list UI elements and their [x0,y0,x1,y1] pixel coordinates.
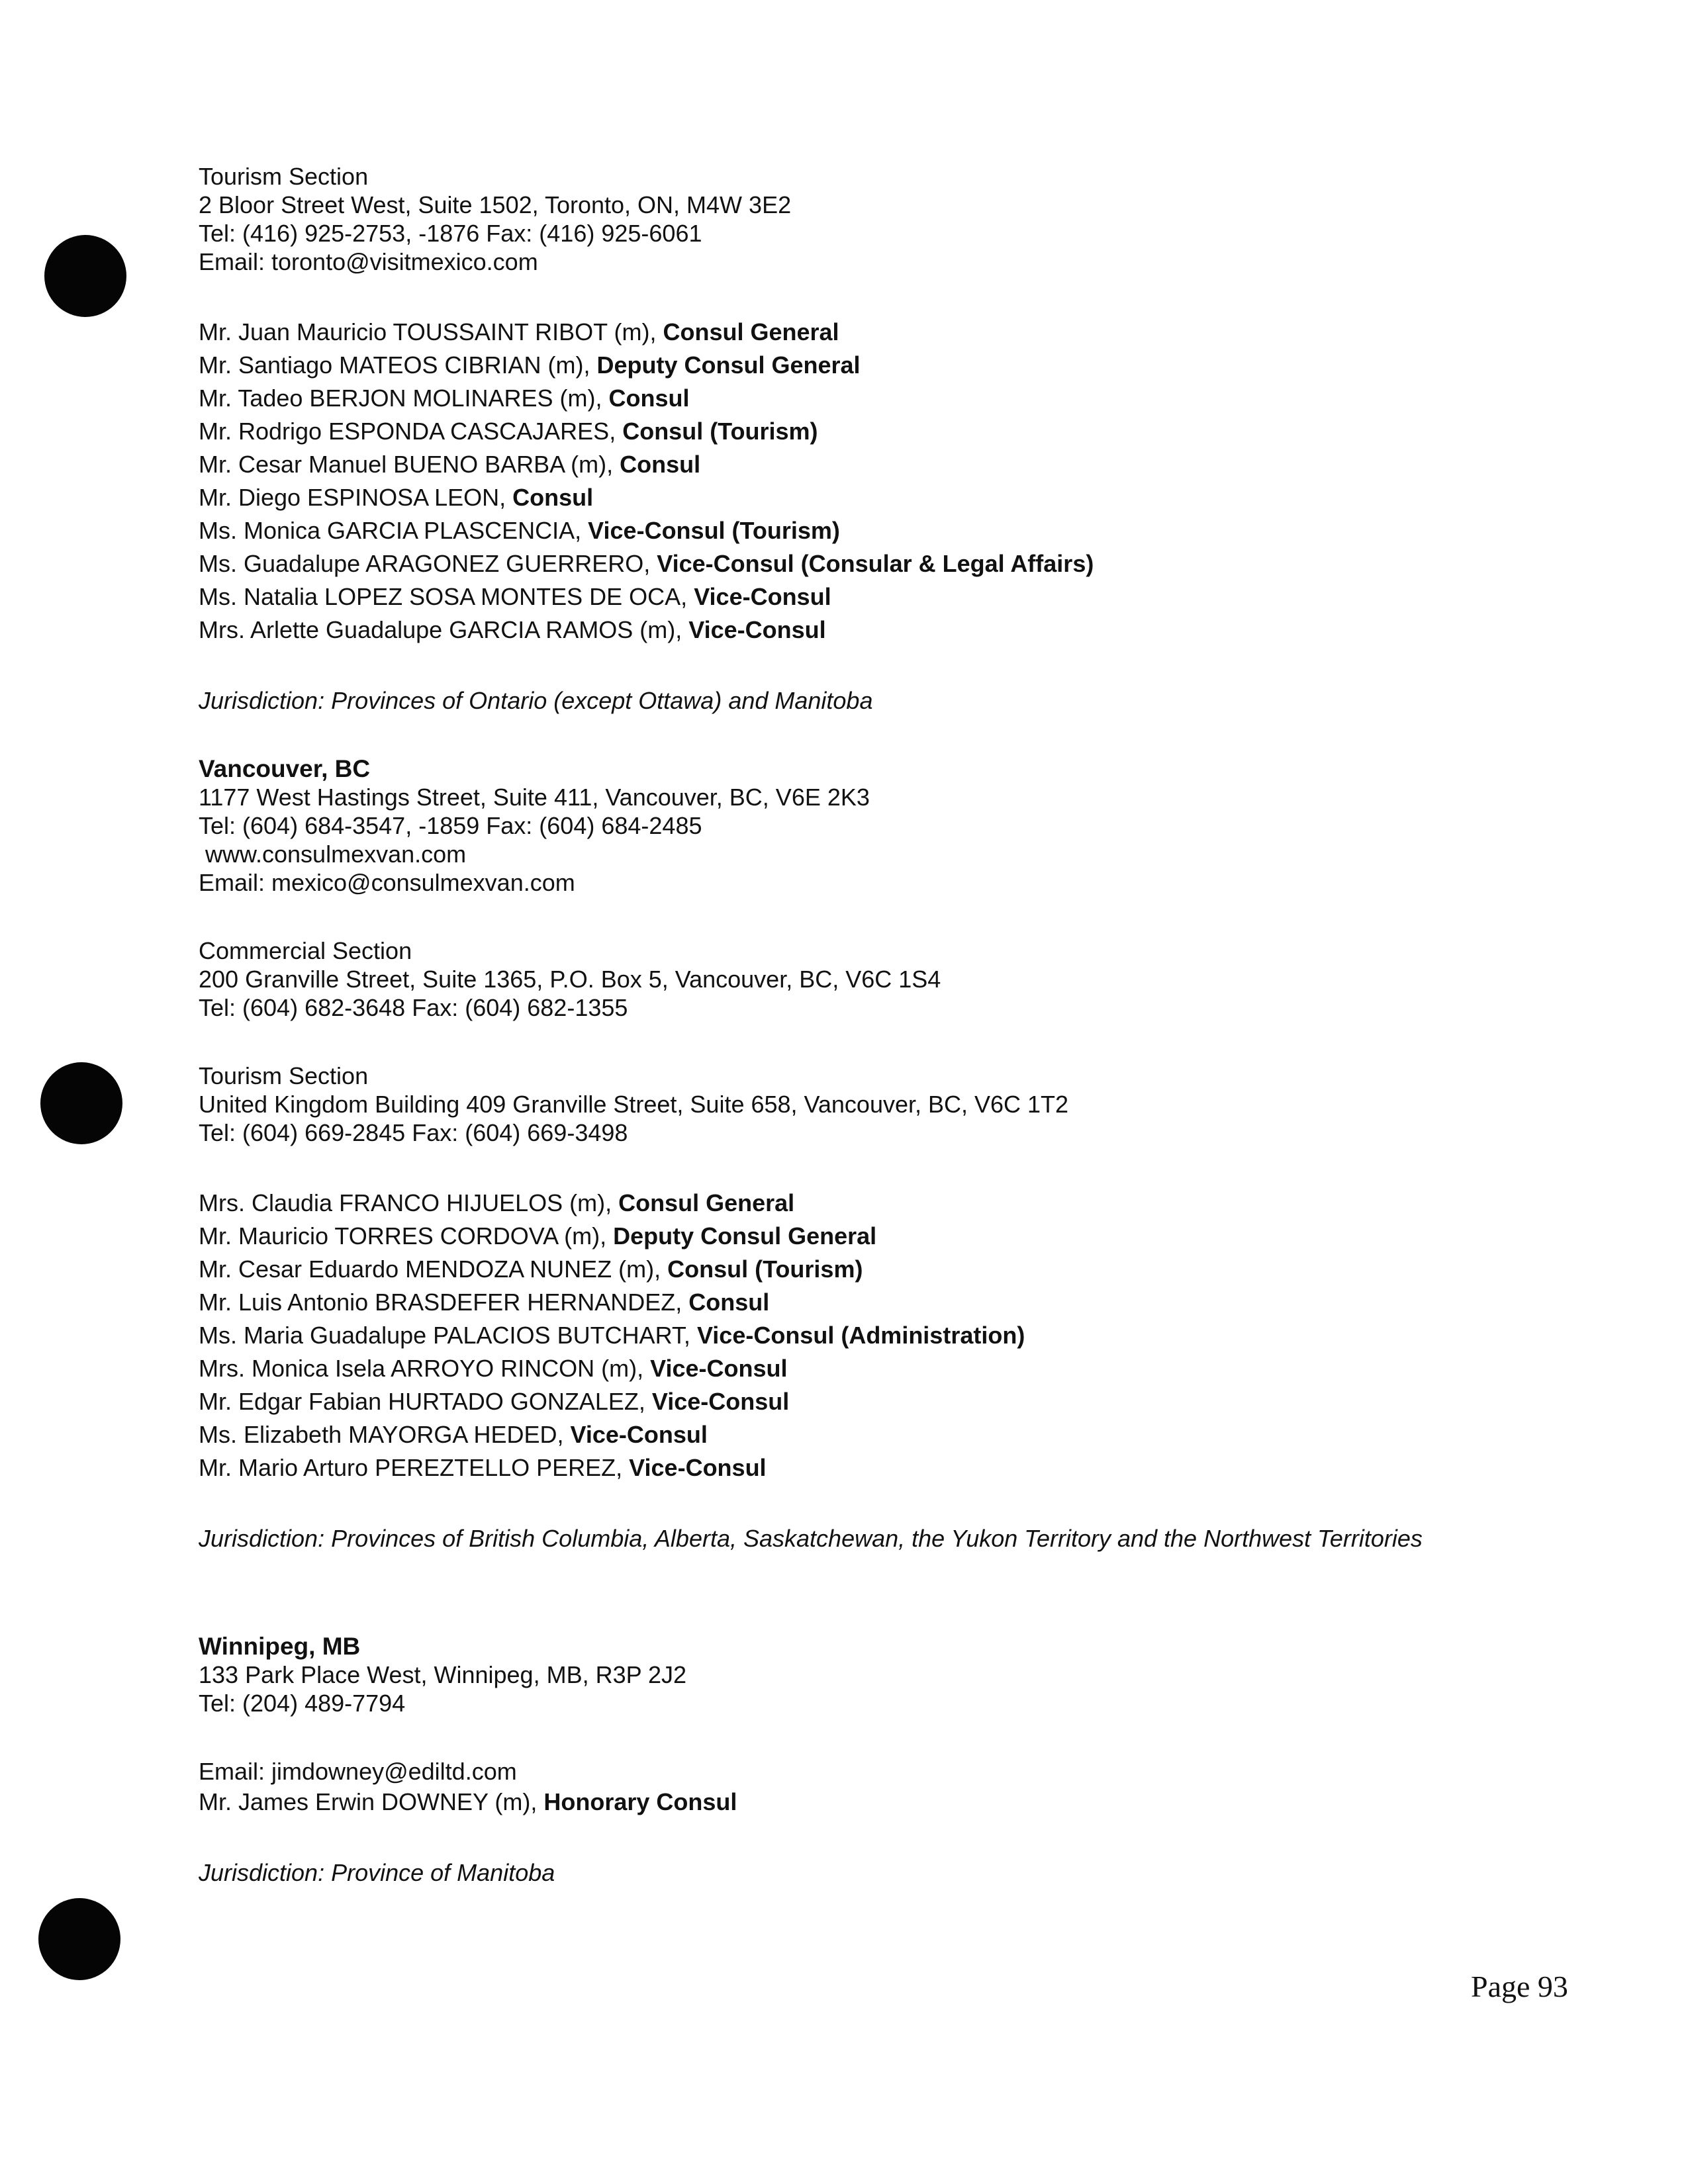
staff-entry [199,1286,1589,1319]
city-heading: Vancouver, BC [199,755,371,782]
staff-entry [199,1253,1589,1286]
address: 1177 West Hastings Street, Suite 411, Vancouver, BC, V6E 2K3 [199,784,870,811]
section-heading: Tourism Section [199,163,369,190]
toronto-staff-list [199,316,1589,647]
address: 2 Bloor Street West, Suite 1502, Toronto, ON, M4W 3E2 [199,191,792,218]
jurisdiction-note: Jurisdiction: Province of Manitoba [199,1859,555,1886]
staff-entry [199,614,1589,647]
staff-entry [199,1786,1589,1819]
staff-name: Ms. Elizabeth MAYORGA HEDED, [199,1421,571,1448]
staff-title: Vice-Consul [650,1355,788,1382]
toronto-tourism-section [199,162,1589,276]
staff-title: Consul (Tourism) [622,418,818,445]
phone: Tel: (204) 489-7794 [199,1690,406,1717]
staff-name: Mr. Mario Arturo PEREZTELLO PEREZ, [199,1454,630,1481]
email: Email: toronto@visitmexico.com [199,248,538,275]
staff-name: Mrs. Claudia FRANCO HIJUELOS (m), [199,1189,619,1216]
staff-title: Honorary Consul [543,1788,737,1815]
staff-title: Vice-Consul (Tourism) [588,517,840,544]
vancouver-consulate [199,754,1589,897]
staff-name: Ms. Natalia LOPEZ SOSA MONTES DE OCA, [199,583,694,610]
staff-name: Mr. Rodrigo ESPONDA CASCAJARES, [199,418,623,445]
staff-entry [199,415,1589,448]
section-heading: Tourism Section [199,1062,369,1089]
staff-name: Mr. Luis Antonio BRASDEFER HERNANDEZ, [199,1289,689,1316]
punch-hole [44,235,126,317]
staff-title: Consul [620,451,701,478]
staff-name: Mr. James Erwin DOWNEY (m), [199,1788,544,1815]
city-heading: Winnipeg, MB [199,1633,361,1660]
staff-title: Vice-Consul (Consular & Legal Affairs) [657,550,1094,577]
email: Email: jimdowney@ediltd.com [199,1758,517,1785]
staff-name: Mr. Santiago MATEOS CIBRIAN (m), [199,351,597,379]
address: United Kingdom Building 409 Granville Street, Suite 658, Vancouver, BC, V6C 1T2 [199,1091,1069,1118]
address: 133 Park Place West, Winnipeg, MB, R3P 2J2 [199,1661,687,1688]
staff-title: Consul General [663,318,839,345]
staff-entry [199,481,1589,514]
staff-entry [199,580,1589,614]
staff-title: Deputy Consul General [596,351,861,379]
staff-entry [199,1220,1589,1253]
document-body [199,162,1589,1887]
staff-entry [199,1319,1589,1352]
website: www.consulmexvan.com [199,841,467,868]
phone-fax: Tel: (416) 925-2753, -1876 Fax: (416) 925-6061 [199,220,702,247]
jurisdiction-note: Jurisdiction: Provinces of British Columbia, Alberta, Saskatchewan, the Yukon Territory and the Northwest Territories [199,1525,1423,1552]
phone-fax: Tel: (604) 682-3648 Fax: (604) 682-1355 [199,994,628,1021]
staff-title: Consul General [618,1189,795,1216]
staff-title: Consul [608,385,690,412]
staff-name: Mr. Cesar Manuel BUENO BARBA (m), [199,451,620,478]
jurisdiction-note: Jurisdiction: Provinces of Ontario (except Ottawa) and Manitoba [199,687,873,714]
staff-title: Deputy Consul General [613,1222,877,1250]
staff-title: Vice-Consul (Administration) [696,1322,1025,1349]
winnipeg-consulate [199,1632,1589,1819]
staff-name: Ms. Guadalupe ARAGONEZ GUERRERO, [199,550,657,577]
staff-entry [199,1187,1589,1220]
staff-name: Ms. Maria Guadalupe PALACIOS BUTCHART, [199,1322,697,1349]
staff-name: Mrs. Monica Isela ARROYO RINCON (m), [199,1355,651,1382]
punch-hole [40,1062,122,1144]
staff-name: Mr. Diego ESPINOSA LEON, [199,484,513,511]
staff-title: Vice-Consul [688,616,826,643]
staff-entry [199,316,1589,349]
staff-name: Mrs. Arlette Guadalupe GARCIA RAMOS (m), [199,616,689,643]
staff-title: Vice-Consul [694,583,831,610]
phone-fax: Tel: (604) 684-3547, -1859 Fax: (604) 684-2485 [199,812,702,839]
punch-hole [38,1898,120,1980]
staff-name: Ms. Monica GARCIA PLASCENCIA, [199,517,588,544]
staff-name: Mr. Cesar Eduardo MENDOZA NUNEZ (m), [199,1255,668,1283]
staff-name: Mr. Mauricio TORRES CORDOVA (m), [199,1222,614,1250]
staff-entry [199,547,1589,580]
staff-title: Vice-Consul [570,1421,708,1448]
staff-entry [199,1385,1589,1418]
section-heading: Commercial Section [199,937,412,964]
phone-fax: Tel: (604) 669-2845 Fax: (604) 669-3498 [199,1119,628,1146]
staff-title: Vice-Consul [651,1388,790,1415]
email: Email: mexico@consulmexvan.com [199,869,575,896]
page-number: Page 93 [1471,1970,1568,2003]
staff-title: Consul [688,1289,770,1316]
staff-name: Mr. Edgar Fabian HURTADO GONZALEZ, [199,1388,652,1415]
staff-title: Vice-Consul [629,1454,767,1481]
staff-title: Consul [512,484,594,511]
vancouver-tourism-section [199,1062,1589,1147]
vancouver-commercial-section [199,936,1589,1022]
vancouver-staff-list [199,1187,1589,1484]
staff-entry [199,448,1589,481]
staff-title: Consul (Tourism) [667,1255,863,1283]
address: 200 Granville Street, Suite 1365, P.O. Box 5, Vancouver, BC, V6C 1S4 [199,966,941,993]
staff-name: Mr. Juan Mauricio TOUSSAINT RIBOT (m), [199,318,663,345]
staff-entry [199,1352,1589,1385]
staff-entry [199,1418,1589,1451]
staff-entry [199,349,1589,382]
staff-name: Mr. Tadeo BERJON MOLINARES (m), [199,385,609,412]
winnipeg-staff-list [199,1786,1589,1819]
staff-entry [199,514,1589,547]
staff-entry [199,382,1589,415]
staff-entry [199,1451,1589,1484]
